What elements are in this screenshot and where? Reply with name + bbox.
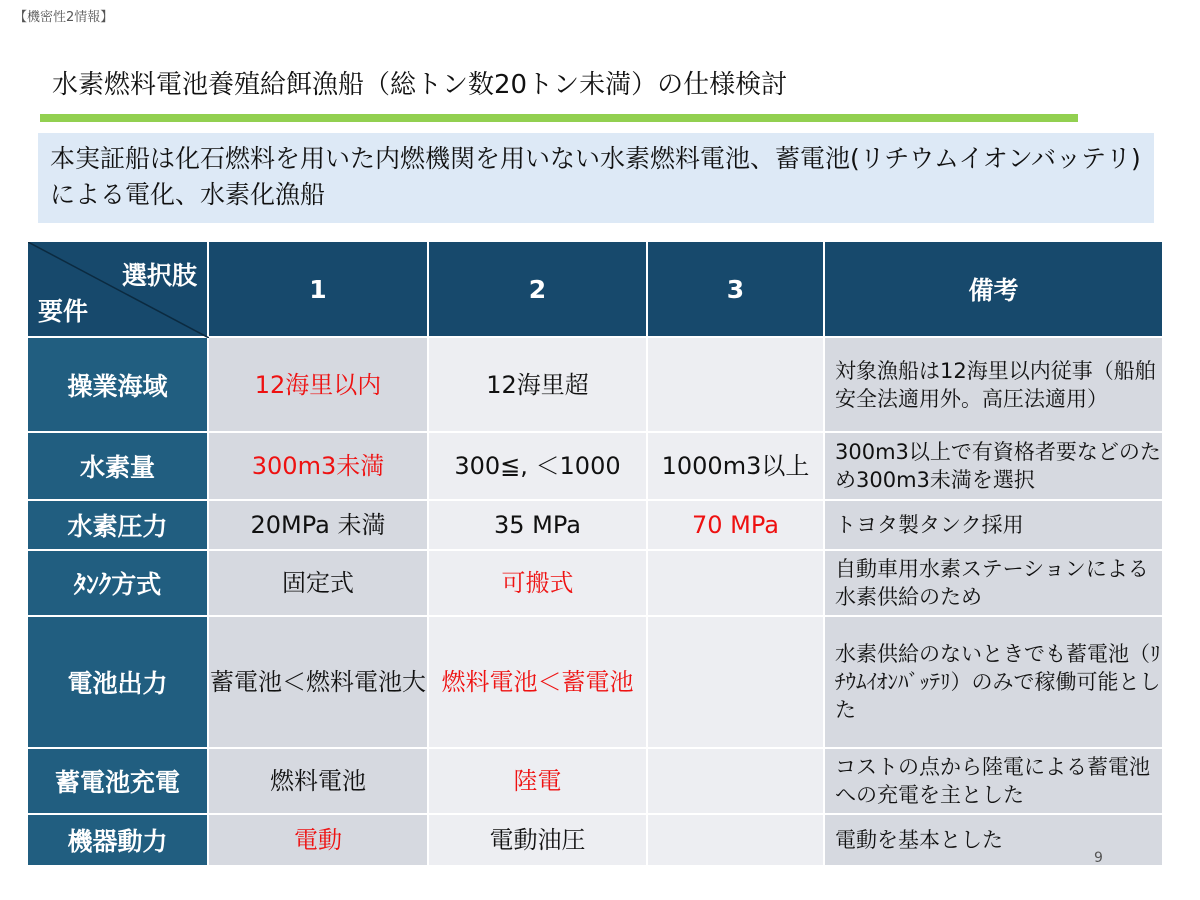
header-option-3: 3 — [647, 241, 824, 337]
remark-cell: 電動を基本とした — [824, 814, 1163, 866]
table-row — [27, 550, 1163, 616]
remark-cell: 自動車用水素ステーションによる水素供給のため — [824, 550, 1163, 616]
option-cell: 電動 — [208, 814, 428, 866]
option-cell: 陸電 — [428, 748, 647, 814]
table-row — [27, 500, 1163, 550]
remark-cell: 300m3以上で有資格者要などのため300m3未満を選択 — [824, 432, 1163, 500]
title-underline — [40, 114, 1078, 122]
summary-text: 本実証船は化石燃料を用いた内燃機関を用いない水素燃料電池、蓄電池(リチウムイオンバッテリ)による電化、水素化漁船 — [50, 144, 1141, 209]
table-row — [27, 337, 1163, 432]
option-cell: 燃料電池 — [208, 748, 428, 814]
option-cell — [647, 616, 824, 748]
option-cell: 300≦, ＜1000 — [428, 432, 647, 500]
row-label-hydrogen-amount: 水素量 — [27, 432, 208, 500]
row-label-hydrogen-pressure: 水素圧力 — [27, 500, 208, 550]
row-label-equipment-power: 機器動力 — [27, 814, 208, 866]
option-cell: 70 MPa — [647, 500, 824, 550]
option-cell: 12海里超 — [428, 337, 647, 432]
option-cell: 電動油圧 — [428, 814, 647, 866]
page-number: 9 — [1094, 850, 1103, 866]
table-row — [27, 814, 1163, 866]
row-label-tank-type: ﾀﾝｸ方式 — [27, 550, 208, 616]
slide-title: 水素燃料電池養殖給餌漁船（総トン数20トン未満）の仕様検討 — [52, 70, 788, 100]
option-cell: 12海里以内 — [208, 337, 428, 432]
remark-cell: 対象漁船は12海里以内従事（船舶安全法適用外。高圧法適用） — [824, 337, 1163, 432]
option-cell: 燃料電池＜蓄電池 — [428, 616, 647, 748]
remark-cell: コストの点から陸電による蓄電池への充電を主とした — [824, 748, 1163, 814]
summary-box — [38, 133, 1154, 223]
option-cell: 可搬式 — [428, 550, 647, 616]
option-cell: 1000m3以上 — [647, 432, 824, 500]
option-cell — [647, 337, 824, 432]
option-cell — [647, 814, 824, 866]
spec-table — [26, 240, 1164, 867]
option-cell: 蓄電池＜燃料電池大 — [208, 616, 428, 748]
remark-cell: 水素供給のないときでも蓄電池（ﾘﾁｳﾑｲｵﾝﾊﾞｯﾃﾘ）のみで稼働可能とした — [824, 616, 1163, 748]
table-row — [27, 616, 1163, 748]
table-row — [27, 432, 1163, 500]
option-cell: 固定式 — [208, 550, 428, 616]
option-cell: 20MPa 未満 — [208, 500, 428, 550]
row-label-fishing-area: 操業海域 — [27, 337, 208, 432]
corner-options-label: 選択肢 — [121, 261, 197, 290]
header-option-1: 1 — [208, 241, 428, 337]
table-row — [27, 748, 1163, 814]
corner-requirements-label: 要件 — [38, 297, 89, 326]
option-cell — [647, 550, 824, 616]
row-label-battery-charging: 蓄電池充電 — [27, 748, 208, 814]
table-header-row — [27, 241, 1163, 337]
corner-header-cell — [27, 241, 208, 337]
option-cell — [647, 748, 824, 814]
header-remarks: 備考 — [824, 241, 1163, 337]
header-option-2: 2 — [428, 241, 647, 337]
option-cell: 300m3未満 — [208, 432, 428, 500]
remark-cell: トヨタ製タンク採用 — [824, 500, 1163, 550]
row-label-battery-output: 電池出力 — [27, 616, 208, 748]
option-cell: 35 MPa — [428, 500, 647, 550]
confidentiality-label: 【機密性2情報】 — [14, 10, 114, 25]
